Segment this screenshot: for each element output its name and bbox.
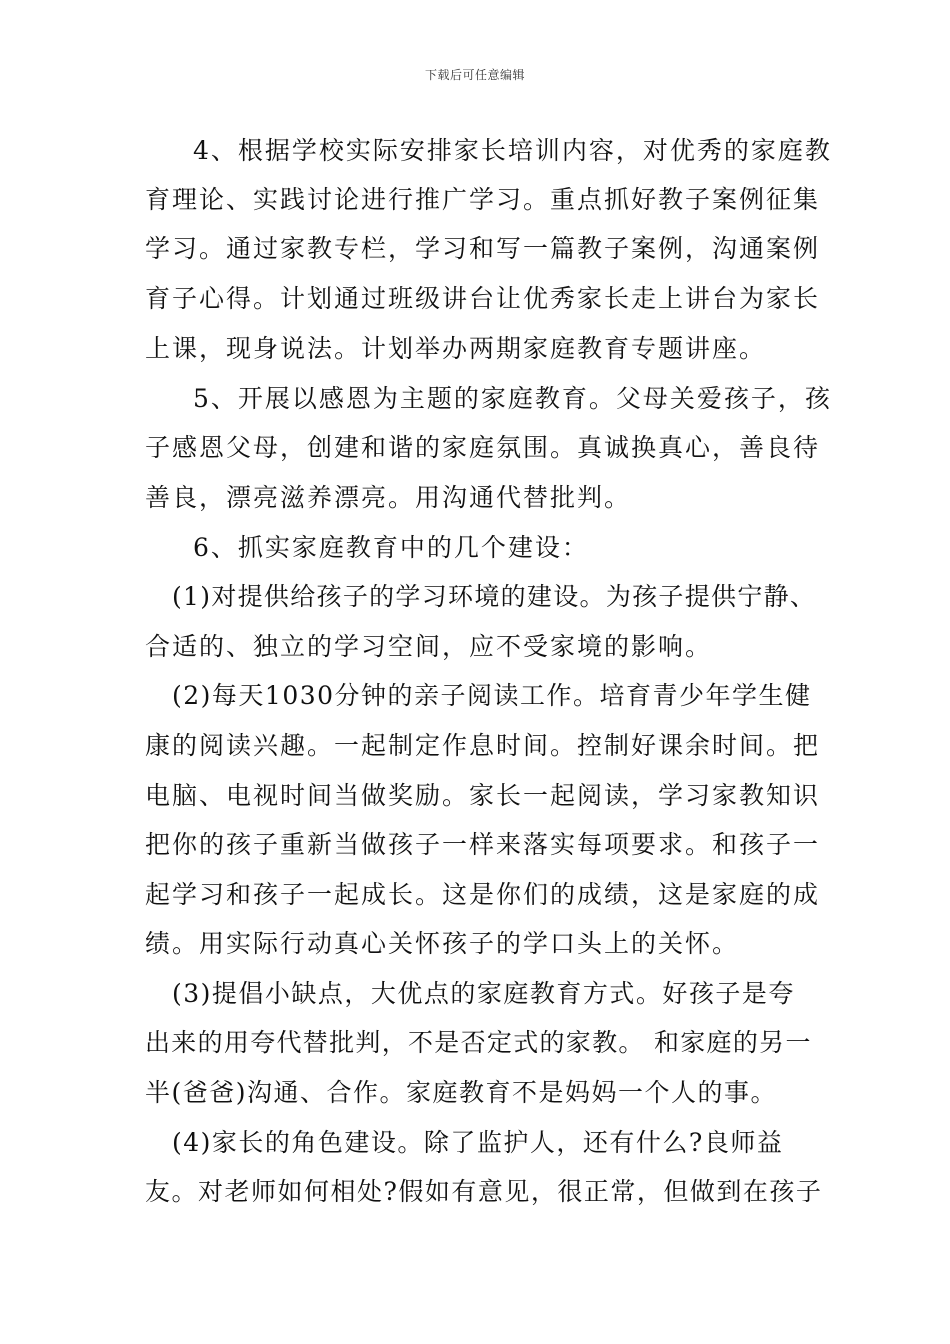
body-line: 学习。通过家教专栏，学习和写一篇教子案例，沟通案例 — [145, 234, 821, 263]
body-line: 把你的孩子重新当做孩子一样来落实每项要求。和孩子一 — [145, 830, 821, 859]
body-line: 育理论、实践讨论进行推广学习。重点抓好教子案例征集 — [145, 185, 821, 214]
body-line: 合适的、独立的学习空间，应不受家境的影响。 — [145, 632, 713, 661]
body-line: 善良，漂亮滋养漂亮。用沟通代替批判。 — [145, 483, 632, 512]
body-line: 半(爸爸)沟通、合作。家庭教育不是妈妈一个人的事。 — [145, 1078, 778, 1107]
body-line: 电脑、电视时间当做奖励。家长一起阅读，学习家教知识 — [145, 781, 821, 810]
body-line: 育子心得。计划通过班级讲台让优秀家长走上讲台为家长 — [145, 284, 821, 313]
body-line: 出来的用夸代替批判，不是否定式的家教。 和家庭的另一 — [145, 1028, 812, 1057]
body-line: 康的阅读兴趣。一起制定作息时间。控制好课余时间。把 — [145, 731, 821, 760]
body-line: 4、根据学校实际安排家长培训内容，对优秀的家庭教 — [193, 136, 832, 165]
body-line: 友。对老师如何相处?假如有意见，很正常，但做到在孩子 — [145, 1177, 823, 1206]
body-line: (2)每天1030分钟的亲子阅读工作。培育青少年学生健 — [172, 681, 812, 710]
body-line: 5、开展以感恩为主题的家庭教育。父母关爱孩子，孩 — [193, 384, 832, 413]
body-line: (3)提倡小缺点，大优点的家庭教育方式。好孩子是夸 — [172, 979, 795, 1008]
body-line: 绩。用实际行动真心关怀孩子的学口头上的关怀。 — [145, 929, 740, 958]
body-line: (4)家长的角色建设。除了监护人，还有什么?良师益 — [172, 1128, 784, 1157]
body-line: 子感恩父母，创建和谐的家庭氛围。真诚换真心，善良待 — [145, 433, 821, 462]
page-header: 下载后可任意编辑 — [424, 68, 525, 82]
body-line: 上课，现身说法。计划举办两期家庭教育专题讲座。 — [145, 334, 767, 363]
body-line: (1)对提供给孩子的学习环境的建设。为孩子提供宁静、 — [172, 582, 817, 611]
body-line: 起学习和孩子一起成长。这是你们的成绩，这是家庭的成 — [145, 880, 821, 909]
body-line: 6、抓实家庭教育中的几个建设： — [193, 533, 589, 562]
